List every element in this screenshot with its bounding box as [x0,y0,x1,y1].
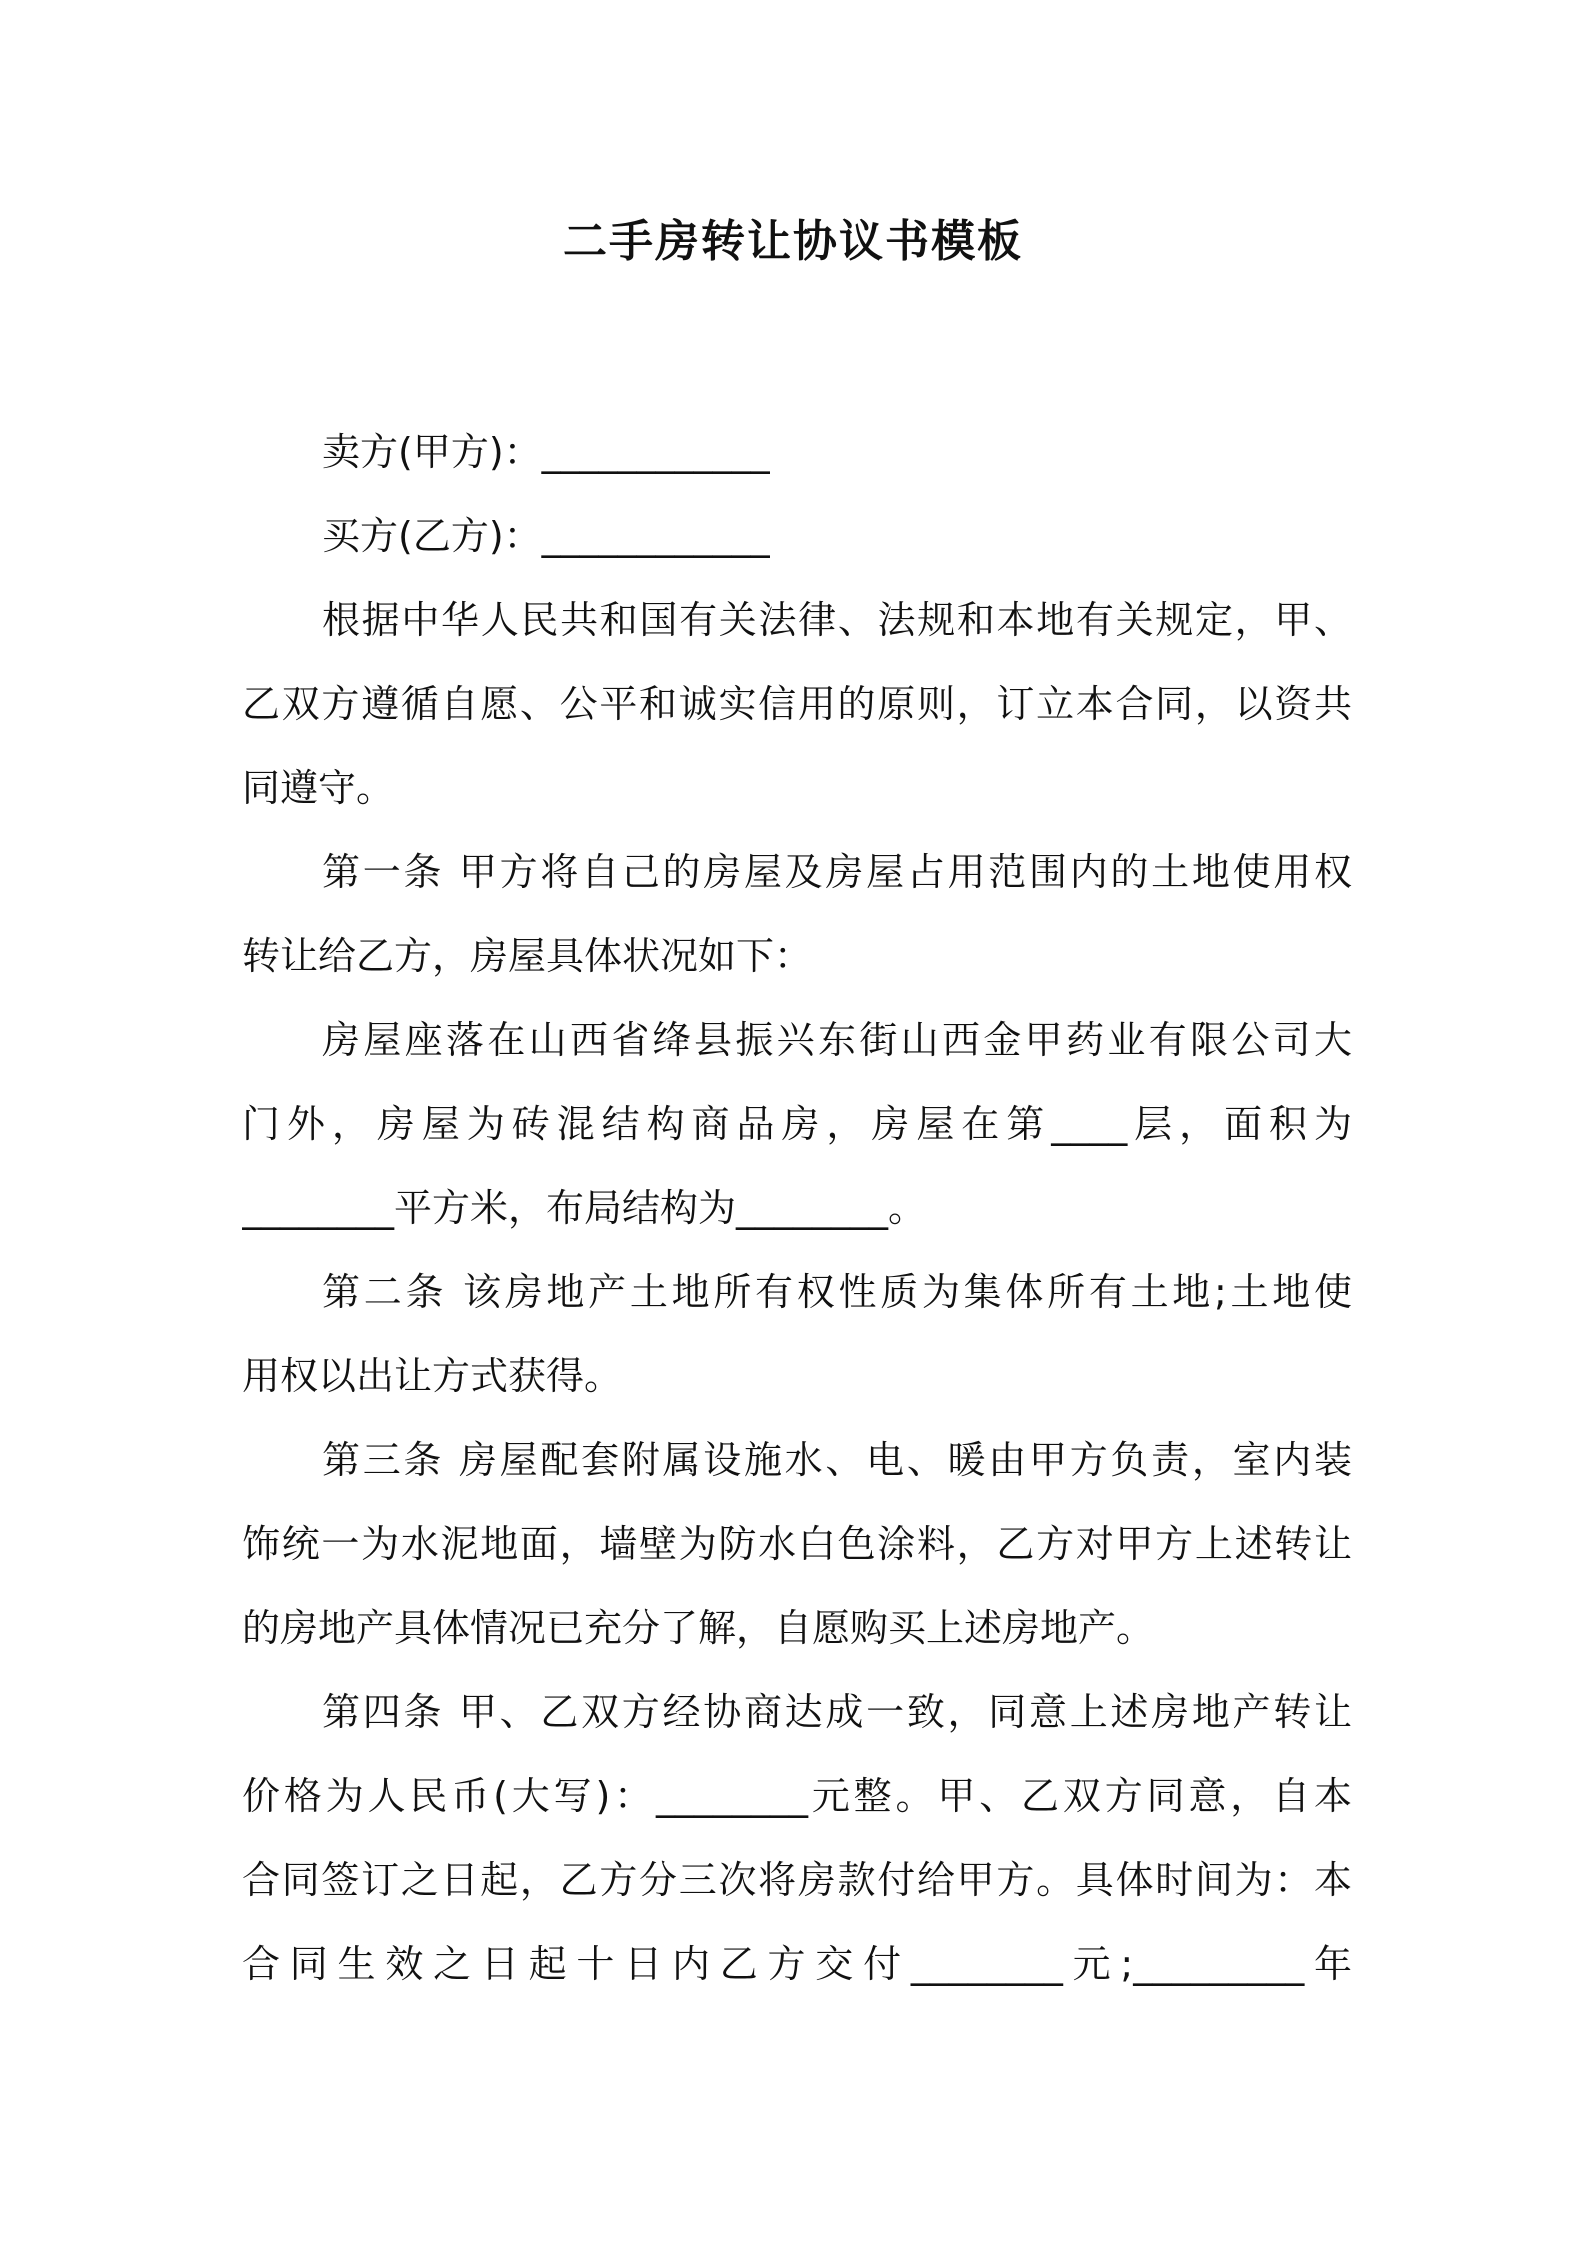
document-body [242,410,1352,2006]
article-3-line-1: 第三条 房屋配套附属设施水、电、暖由甲方负责，室内装 [322,1438,1352,1482]
seller-line: 卖方(甲方)：____________ [322,430,770,474]
property-location-line-1: 房屋座落在山西省绛县振兴东街山西金甲药业有限公司大 [322,1018,1352,1062]
article-4-line-3: 合同签订之日起，乙方分三次将房款付给甲方。具体时间为：本 [242,1858,1352,1902]
article-4-line-1: 第四条 甲、乙双方经协商达成一致，同意上述房地产转让 [322,1690,1352,1734]
article-3-line-3: 的房地产具体情况已充分了解，自愿购买上述房地产。 [242,1606,1155,1650]
preamble-line-1: 根据中华人民共和国有关法律、法规和本地有关规定，甲、 [322,598,1352,642]
property-location-line-3: ________平方米，布局结构为________。 [242,1186,927,1230]
property-location-line-2: 门外，房屋为砖混结构商品房，房屋在第____层，面积为 [242,1102,1352,1146]
article-4-line-2: 价格为人民币(大写)：________元整。甲、乙双方同意，自本 [242,1774,1352,1818]
article-1-line-2: 转让给乙方，房屋具体状况如下： [242,934,813,978]
article-2-line-1: 第二条 该房地产土地所有权性质为集体所有土地;土地使 [322,1270,1352,1314]
article-2-line-2: 用权以出让方式获得。 [242,1354,623,1398]
buyer-line: 买方(乙方)：____________ [322,514,770,558]
article-3-line-2: 饰统一为水泥地面，墙壁为防水白色涂料，乙方对甲方上述转让 [242,1522,1352,1566]
article-1-line-1: 第一条 甲方将自己的房屋及房屋占用范围内的土地使用权 [322,850,1352,894]
article-4-line-4: 合同生效之日起十日内乙方交付________元;_________年 [242,1942,1352,1986]
document-title: 二手房转让协议书模板 [563,216,1023,267]
preamble-line-3: 同遵守。 [242,766,395,810]
preamble-line-2: 乙双方遵循自愿、公平和诚实信用的原则，订立本合同，以资共 [242,682,1352,726]
